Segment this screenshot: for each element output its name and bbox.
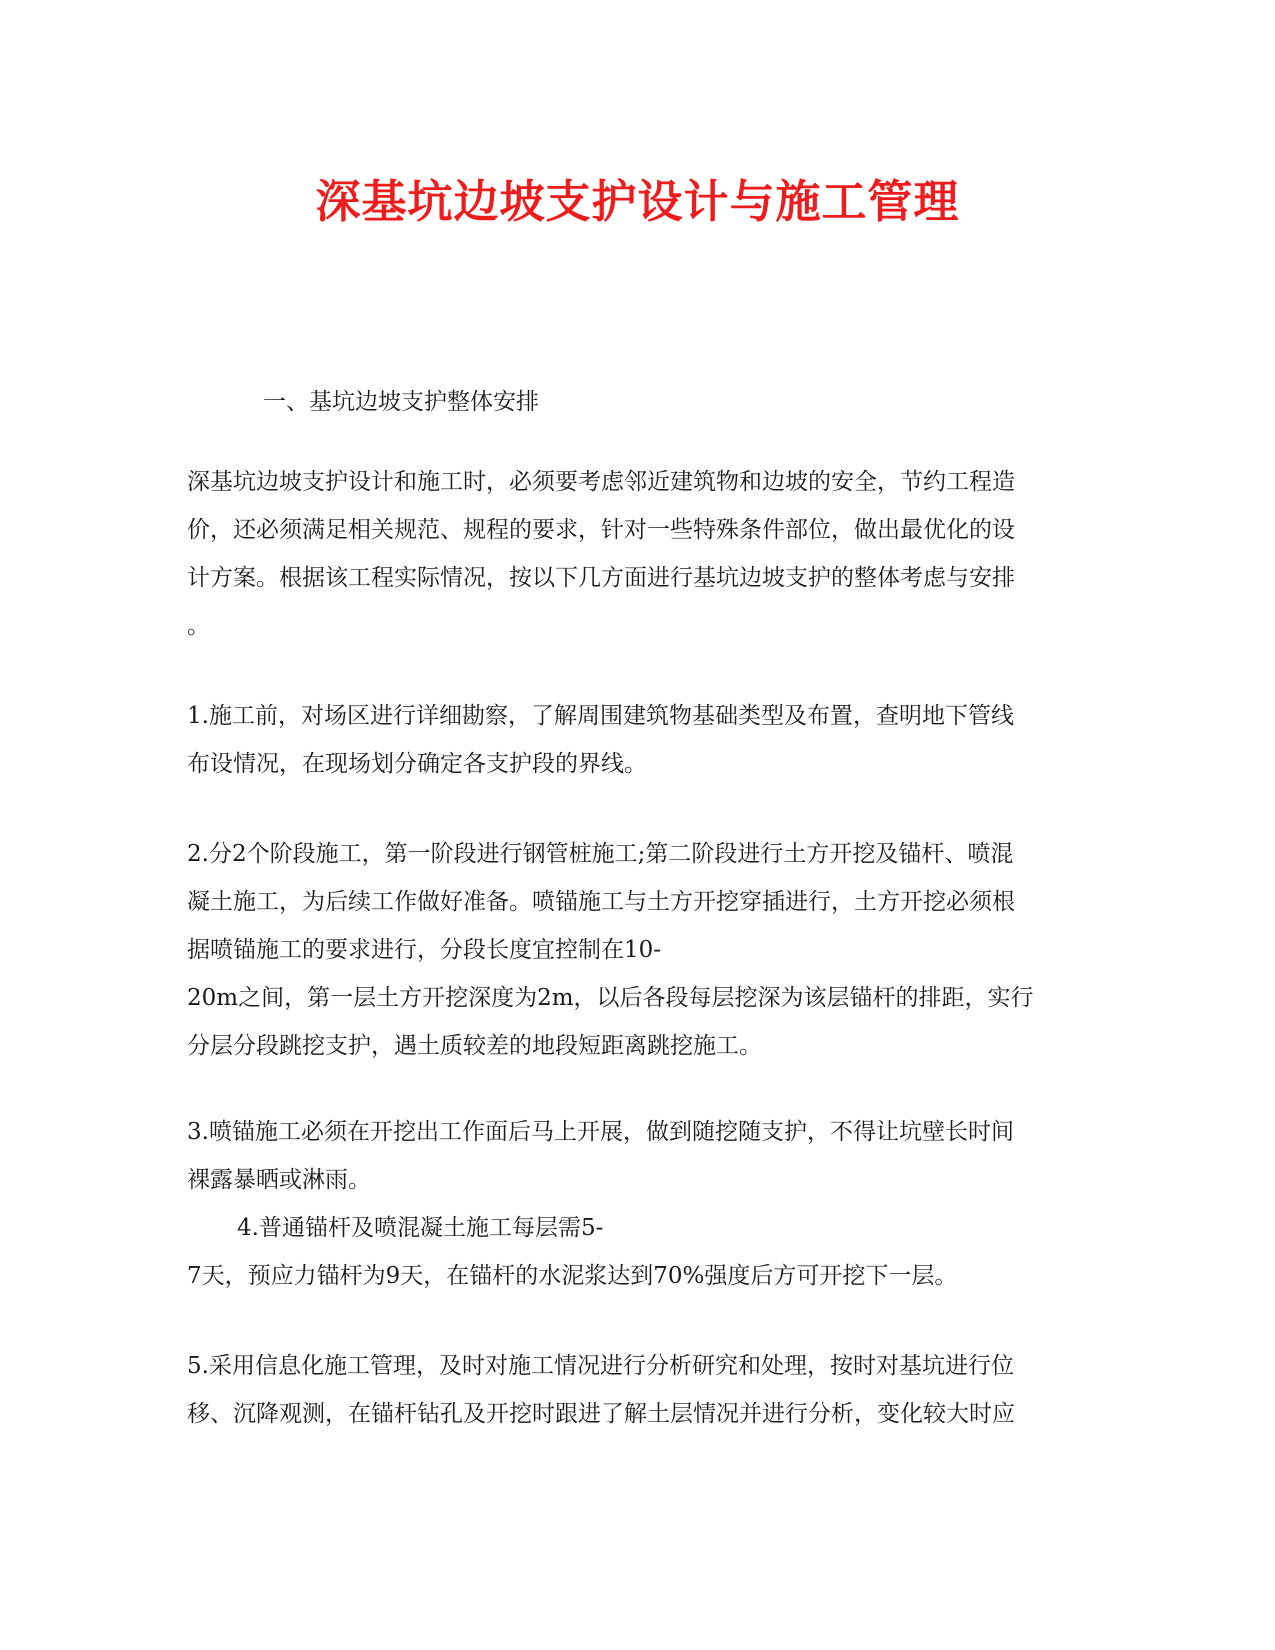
paragraph-line: 布设情况，在现场划分确定各支护段的界线。 [187, 751, 647, 777]
paragraph-item-1 [187, 692, 1087, 788]
paragraph-line: 1.施工前，对场区进行详细勘察，了解周围建筑物基础类型及布置，查明地下管线 [187, 703, 1014, 729]
paragraph-line: 20m之间，第一层土方开挖深度为2m，以后各段每层挖深为该层锚杆的排距，实行 [187, 985, 1034, 1011]
paragraph-line: 5.采用信息化施工管理，及时对施工情况进行分析研究和处理，按时对基坑进行位 [187, 1353, 1014, 1379]
paragraph-line: 凝土施工，为后续工作做好准备。喷锚施工与土方开挖穿插进行，土方开挖必须根 [187, 889, 1015, 915]
paragraph-line: 据喷锚施工的要求进行，分段长度宜控制在10- [187, 937, 662, 963]
paragraph-line: 价，还必须满足相关规范、规程的要求，针对一些特殊条件部位，做出最优化的设 [187, 517, 1015, 543]
paragraph-line: 4.普通锚杆及喷混凝土施工每层需5- [237, 1215, 604, 1241]
section-heading: 一、基坑边坡支护整体安排 [263, 389, 539, 415]
paragraph-line: 移、沉降观测，在锚杆钻孔及开挖时跟进了解土层情况并进行分析，变化较大时应 [187, 1401, 1015, 1427]
paragraph-item-3-4 [187, 1108, 1087, 1300]
paragraph-line: 深基坑边坡支护设计和施工时，必须要考虑邻近建筑物和边坡的安全，节约工程造 [187, 469, 1015, 495]
document-title: 深基坑边坡支护设计与施工管理 [315, 175, 960, 228]
paragraph-line: 7天，预应力锚杆为9天，在锚杆的水泥浆达到70%强度后方可开挖下一层。 [187, 1263, 958, 1289]
paragraph-line: 2.分2个阶段施工，第一阶段进行钢管桩施工;第二阶段进行土方开挖及锚杆、喷混 [187, 841, 1014, 867]
paragraph-item-5 [187, 1342, 1087, 1438]
paragraph-overview [187, 458, 1087, 650]
paragraph-line: 分层分段跳挖支护，遇土质较差的地段短距离跳挖施工。 [187, 1033, 762, 1059]
paragraph-item-2 [187, 830, 1087, 1070]
paragraph-line: 。 [187, 613, 210, 639]
paragraph-line: 3.喷锚施工必须在开挖出工作面后马上开展，做到随挖随支护，不得让坑壁长时间 [187, 1119, 1014, 1145]
paragraph-line: 裸露暴晒或淋雨。 [187, 1167, 371, 1193]
paragraph-line: 计方案。根据该工程实际情况，按以下几方面进行基坑边坡支护的整体考虑与安排 [187, 565, 1015, 591]
